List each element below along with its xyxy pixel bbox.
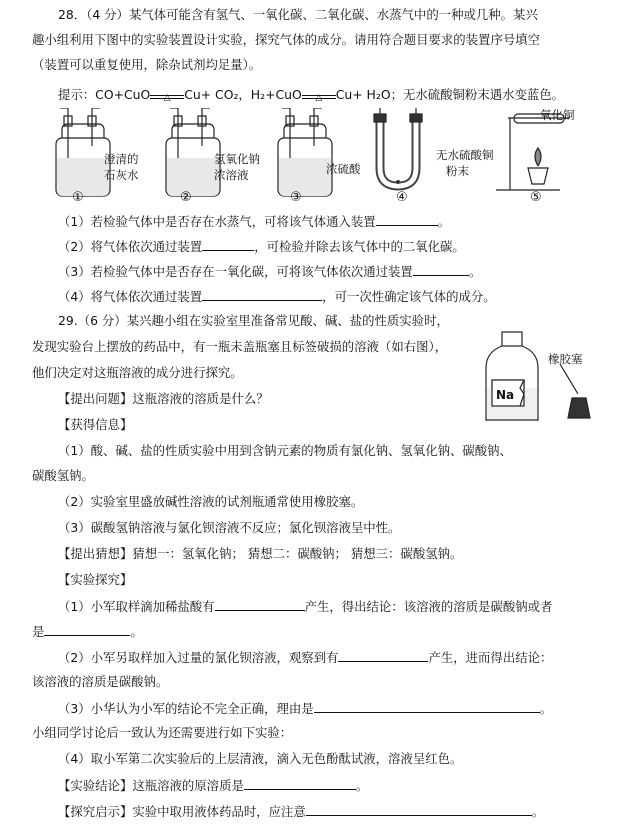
hint-prefix: 提示：CO+CuO	[58, 87, 151, 102]
q29-e2	[58, 648, 552, 667]
answer-blank-29-4[interactable]	[314, 699, 540, 713]
q29-guess: 【提出猜想】猜想一：氢氧化钠； 猜想二：碳酸钠； 猜想三：碳酸氢钠。	[58, 546, 463, 561]
answer-blank-28-4[interactable]	[202, 287, 322, 301]
answer-blank-29-1[interactable]	[215, 597, 305, 611]
q29-info-head: 【获得信息】	[58, 417, 133, 432]
apparatus-num-3: ③	[290, 190, 302, 205]
apparatus-num-2: ②	[180, 190, 192, 205]
heat-condition-1: △	[163, 93, 171, 103]
q28-sub3	[58, 262, 481, 281]
q29-e2c: 该溶液的溶质是碳酸钠。	[32, 674, 169, 689]
answer-blank-29-2[interactable]	[44, 622, 130, 636]
q29-intro-line1: 29.（6 分）某兴趣小组在实验室里准备常见酸、碱、盐的性质实验时，	[58, 313, 449, 328]
q28-intro-line1: 28．（4 分）某气体可能含有氢气、一氧化碳、二氧化碳、水蒸气中的一种或几种。某兴	[58, 7, 538, 22]
q29-ask: 【提出问题】这瓶溶液的溶质是什么？	[58, 391, 269, 406]
q28-sub4-text-a: （4）将气体依次通过装置	[58, 289, 203, 304]
q29-e4: （4）取小军第二次实验后的上层清液，滴入无色酚酞试液，溶液呈红色。	[58, 751, 463, 766]
q29-e1	[58, 597, 552, 616]
q29-conclusion-text: 【实验结论】这瓶溶液的原溶质是	[58, 778, 244, 793]
q29-e2-text-b: 产生，进而得出结论：	[428, 650, 553, 665]
q28-sub3-text: （3）若检验气体中是否存在一氧化碳，可将该气体依次通过装置	[58, 264, 413, 279]
q29-e1-text-b: 产生，得出结论：该溶液的溶质是碳酸钠或者	[304, 599, 553, 614]
apparatus-num-1: ①	[72, 190, 84, 205]
q29-intro-line2: 发现实验台上摆放的药品中，有一瓶未盖瓶塞且标签破损的溶液（如右图），	[32, 339, 448, 354]
apparatus-num-4: ④	[396, 190, 408, 205]
answer-blank-28-1[interactable]	[376, 212, 438, 226]
label-cuo: 氧化铜	[540, 108, 575, 122]
q29-e2-text-a: （2）小军另取样加入过量的氯化钡溶液，观察到有	[58, 650, 339, 665]
gas-wash-bottle-3	[278, 108, 332, 196]
label-limewater-1: 澄清的	[104, 152, 139, 166]
hint-mid: Cu+ CO₂，H₂+CuO	[184, 87, 302, 102]
q28-sub4	[58, 287, 496, 306]
q29-info1b: 碳酸氢钠。	[32, 468, 94, 483]
q29-conclusion	[58, 776, 368, 795]
q28-sub4-text-b: ，可一次性确定该气体的成分。	[322, 289, 496, 304]
apparatus-num-5: ⑤	[530, 190, 542, 205]
q29-e3-end: 。	[539, 701, 553, 716]
q28-sub1-text: （1）若检验气体中是否存在水蒸气，可将该气体通入装置	[58, 214, 376, 229]
q28-sub1	[58, 212, 450, 231]
q28-intro-line3: （装置可以重复使用，除杂试剂均足量）。	[32, 57, 262, 72]
heat-condition-2: △	[315, 93, 323, 103]
q29-info2: （2）实验室里盛放碱性溶液的试剂瓶通常使用橡胶塞。	[58, 494, 364, 509]
bottle-label-text: Na	[496, 388, 515, 402]
q28-sub2	[58, 237, 465, 256]
answer-blank-28-2[interactable]	[202, 237, 254, 251]
gas-wash-bottle-2	[166, 108, 220, 196]
q29-discuss: 小组同学讨论后一致认为还需要进行如下实验：	[32, 725, 293, 740]
reagent-bottle-figure	[482, 328, 602, 428]
label-naoh-2: 浓溶液	[214, 168, 249, 182]
q29-e1-end: 。	[130, 624, 143, 639]
answer-blank-28-3[interactable]	[413, 262, 469, 276]
q28-sub2-text-a: （2）将气体依次通过装置	[58, 239, 203, 254]
q28-hint	[58, 86, 564, 104]
q29-inspiration-text: 【探究启示】实验中取用液体药品时，应注意	[58, 804, 306, 819]
gas-wash-bottle-1	[56, 108, 110, 196]
q29-exp-head: 【实验探究】	[58, 572, 133, 587]
label-naoh-1: 氢氧化钠	[214, 152, 260, 166]
q28-sub2-text-b: ，可检验并除去该气体中的二氧化碳。	[254, 239, 465, 254]
rubber-stopper-label: 橡胶塞	[548, 352, 583, 366]
q29-info3: （3）碳酸氢钠溶液与氯化钡溶液不反应；氯化钡溶液呈中性。	[58, 520, 401, 535]
answer-blank-29-6[interactable]	[306, 802, 532, 816]
q29-e1c	[32, 622, 143, 641]
q28-intro-line2: 趣小组利用下图中的实验装置设计实验，探究气体的成分。请用符合题目要求的装置序号填空	[32, 32, 541, 47]
label-conc-h2so4: 浓硫酸	[326, 162, 361, 176]
q29-inspiration	[58, 802, 544, 821]
answer-blank-29-5[interactable]	[244, 776, 356, 790]
heating-tube-stand	[496, 114, 570, 190]
hint-suffix: Cu+ H₂O；无水硫酸铜粉末遇水变蓝色。	[335, 87, 565, 102]
q29-inspiration-end: 。	[531, 804, 545, 819]
u-tube	[374, 108, 422, 186]
q29-e1-text-c: 是	[32, 624, 45, 639]
label-limewater-2: 石灰水	[104, 168, 139, 182]
q29-e3	[58, 699, 552, 718]
q28-sub3-end: 。	[468, 264, 482, 279]
q29-conclusion-end: 。	[355, 778, 369, 793]
q29-e3-text: （3）小华认为小军的结论不完全正确，理由是	[58, 701, 314, 716]
q29-info1a: （1）酸、碱、盐的性质实验中用到含钠元素的物质有氯化钠、氢氧化钠、碳酸钠、	[58, 443, 512, 458]
label-cuso4-2: 粉末	[446, 164, 469, 178]
label-cuso4-1: 无水硫酸铜	[436, 148, 494, 162]
q29-intro-line3: 他们决定对这瓶溶液的成分进行探究。	[32, 365, 243, 380]
q28-sub1-end: 。	[437, 214, 451, 229]
answer-blank-29-3[interactable]	[338, 648, 428, 662]
q29-e1-text-a: （1）小军取样滴加稀盐酸有	[58, 599, 215, 614]
